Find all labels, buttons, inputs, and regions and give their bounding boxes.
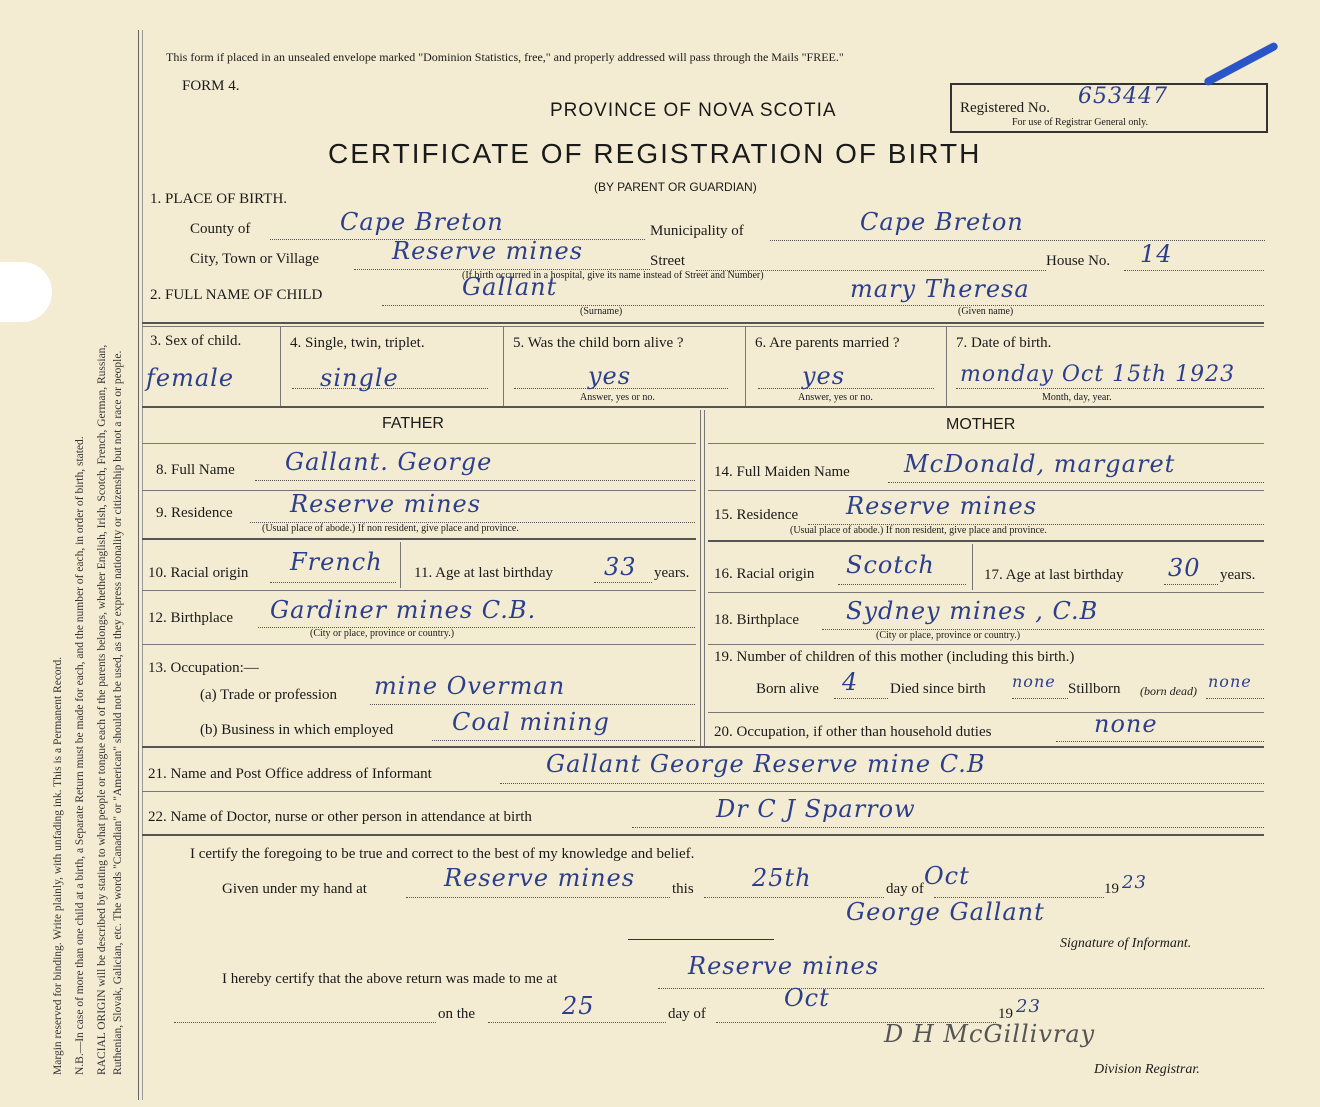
doctor-value: Dr C J Sparrow <box>716 795 916 823</box>
street-label: Street <box>650 253 685 269</box>
father-rule-1 <box>142 443 696 444</box>
margin-rule-inner <box>142 30 143 1100</box>
ink-mark <box>1203 41 1279 87</box>
month-value: Oct <box>924 862 970 890</box>
year-prefix: 19 <box>1104 881 1119 897</box>
municipality-line <box>770 240 1265 241</box>
col-divider-1 <box>280 326 281 406</box>
reg-day-of-label: day of <box>668 1006 706 1022</box>
margin-note-4: Ruthenian, Slovak, Galician, etc. The words "Canadian" or "American" should not be used, as they express nationality or citizenship but not a race or people. <box>112 350 124 1075</box>
mother-birthplace-note: (City or place, province or country.) <box>876 630 1021 641</box>
informant-signature: George Gallant <box>846 898 1045 926</box>
rule-3 <box>142 746 1264 748</box>
margin-rule <box>138 30 139 1100</box>
child-given-name: mary Theresa <box>850 275 1030 303</box>
father-racial-line <box>270 582 396 583</box>
given-under-label: Given under my hand at <box>222 881 367 897</box>
hospital-note: (If birth occurred in a hospital, give its name instead of Street and Number) <box>462 270 764 281</box>
mother-occupation-value: none <box>1094 710 1158 738</box>
mother-rule-3 <box>708 540 1264 542</box>
day-of-label: day of <box>886 881 924 897</box>
mother-age-divider <box>972 544 973 590</box>
father-racial-value: French <box>290 548 383 576</box>
col-divider-4 <box>946 326 947 406</box>
informant-label: 21. Name and Post Office address of Informant <box>148 766 432 782</box>
reg-day-value: 25 <box>562 992 595 1020</box>
county-value: Cape Breton <box>340 208 504 236</box>
mother-racial-value: Scotch <box>846 551 935 579</box>
father-business-line <box>432 740 695 741</box>
dob-line <box>956 388 1264 389</box>
child-name-label: 2. FULL NAME OF CHILD <box>150 287 323 303</box>
married-value: yes <box>802 362 846 390</box>
father-trade-value: mine Overman <box>374 672 566 700</box>
certify-statement: I certify the foregoing to be true and correct to the best of my knowledge and belief. <box>190 846 695 862</box>
plurality-label: 4. Single, twin, triplet. <box>290 335 425 351</box>
father-residence-label: 9. Residence <box>156 505 233 521</box>
rule-2 <box>142 406 1264 408</box>
stillborn-line <box>1206 698 1264 699</box>
alive-label: 5. Was the child born alive ? <box>513 335 684 351</box>
house-value: 14 <box>1140 240 1173 268</box>
mother-name-label: 14. Full Maiden Name <box>714 464 850 480</box>
registered-number: 653447 <box>1078 84 1168 109</box>
given-name-note: (Given name) <box>958 306 1014 317</box>
father-abode-note: (Usual place of abode.) If non resident, give place and province. <box>262 523 519 534</box>
informant-line <box>500 783 1264 784</box>
mother-years-label: years. <box>1220 567 1256 583</box>
father-years-label: years. <box>654 565 690 581</box>
mother-abode-note: (Usual place of abode.) If non resident, give place and province. <box>790 525 1047 536</box>
surname-note: (Surname) <box>580 306 623 317</box>
registrar-place-value: Reserve mines <box>688 952 880 980</box>
alive-value: yes <box>588 362 632 390</box>
father-business-label: (b) Business in which employed <box>200 722 394 738</box>
reg-month-value: Oct <box>784 984 830 1012</box>
city-value: Reserve mines <box>392 237 584 265</box>
married-label: 6. Are parents married ? <box>755 335 900 351</box>
died-line <box>1012 698 1068 699</box>
parents-divider-b <box>704 410 705 746</box>
division-registrar-label: Division Registrar. <box>1094 1062 1200 1077</box>
father-age-line <box>594 582 652 583</box>
father-racial-label: 10. Racial origin <box>148 565 249 581</box>
mother-age-value: 30 <box>1168 554 1201 582</box>
punch-hole <box>0 262 52 322</box>
died-value: none <box>1012 672 1056 691</box>
house-line <box>1124 270 1264 271</box>
father-age-label: 11. Age at last birthday <box>414 565 553 581</box>
father-name-line <box>255 480 695 481</box>
father-rule-3 <box>142 538 696 540</box>
on-the-label: on the <box>438 1006 476 1022</box>
born-alive-value: 4 <box>842 668 859 696</box>
mother-age-label: 17. Age at last birthday <box>984 567 1124 583</box>
father-birthplace-value: Gardiner mines C.B. <box>270 596 537 624</box>
signature-label: Signature of Informant. <box>1060 936 1192 951</box>
dob-label: 7. Date of birth. <box>956 335 1052 351</box>
rule-1b <box>142 326 1264 327</box>
mother-name-value: McDonald, margaret <box>904 450 1176 478</box>
sex-label: 3. Sex of child. <box>150 333 242 349</box>
mother-birthplace-label: 18. Birthplace <box>714 612 799 628</box>
page-subtitle: (BY PARENT OR GUARDIAN) <box>594 180 757 194</box>
married-line <box>758 388 934 389</box>
registrar-statement: I hereby certify that the above return was made to me at <box>222 971 558 987</box>
dob-value: monday Oct 15th 1923 <box>960 362 1236 387</box>
mother-children-label: 19. Number of children of this mother (including this birth.) <box>714 649 1075 665</box>
mother-residence-value: Reserve mines <box>846 492 1038 520</box>
stillborn-note: (born dead) <box>1140 684 1197 698</box>
col-divider-2 <box>503 326 504 406</box>
father-residence-value: Reserve mines <box>290 490 482 518</box>
mother-rule-1 <box>708 443 1264 444</box>
mother-racial-label: 16. Racial origin <box>714 566 815 582</box>
doctor-label: 22. Name of Doctor, nurse or other person in attendance at birth <box>148 809 532 825</box>
alive-note: Answer, yes or no. <box>580 392 655 403</box>
father-trade-label: (a) Trade or profession <box>200 687 338 703</box>
rule-5 <box>142 834 1264 836</box>
margin-note-3: RACIAL ORIGIN will be described by stating to what people or tongue each of the parents belongs, whether English, Irish, Scotch, French, German, Russian, <box>96 344 108 1075</box>
plurality-value: single <box>320 364 399 392</box>
day-value: 25th <box>752 864 812 892</box>
rule-1 <box>142 322 1264 324</box>
page-title: CERTIFICATE OF REGISTRATION OF BIRTH <box>328 138 982 169</box>
informant-value: Gallant George Reserve mine C.B <box>546 750 986 778</box>
died-label: Died since birth <box>890 681 986 697</box>
stillborn-value: none <box>1208 672 1252 691</box>
father-age-divider <box>400 542 401 588</box>
col-divider-3 <box>745 326 746 406</box>
this-label: this <box>672 881 694 897</box>
house-label: House No. <box>1046 253 1111 269</box>
margin-note-1: Margin reserved for binding. Write plainly, with unfading ink. This is a Permanent Record. <box>52 656 64 1075</box>
father-name-value: Gallant. George <box>285 448 493 476</box>
given-place-value: Reserve mines <box>444 864 636 892</box>
born-alive-label: Born alive <box>756 681 819 697</box>
parents-divider <box>700 410 701 746</box>
county-label: County of <box>190 221 251 237</box>
child-surname: Gallant <box>462 273 558 301</box>
mother-racial-line <box>838 584 966 585</box>
mother-heading: MOTHER <box>946 416 1016 433</box>
mother-rule-4 <box>708 592 1264 593</box>
registrar-signature: D H McGillivray <box>884 1020 1096 1048</box>
province-title: PROVINCE OF NOVA SCOTIA <box>550 100 837 121</box>
form-number: FORM 4. <box>182 78 240 94</box>
mother-residence-label: 15. Residence <box>714 507 799 523</box>
city-label: City, Town or Village <box>190 251 320 267</box>
mother-rule-6 <box>708 712 1264 713</box>
municipality-value: Cape Breton <box>860 208 1024 236</box>
mother-rule-2 <box>708 490 1264 491</box>
registrar-place-line <box>658 988 1264 989</box>
reg-year-prefix: 19 <box>998 1006 1013 1022</box>
signature-separator <box>628 939 774 940</box>
doctor-line <box>632 827 1264 828</box>
registered-label: Registered No. <box>960 100 1050 116</box>
year-value: 23 <box>1122 872 1147 893</box>
father-business-value: Coal mining <box>452 708 610 736</box>
municipality-label: Municipality of <box>650 223 744 239</box>
born-alive-line <box>834 698 888 699</box>
rule-4 <box>142 791 1264 792</box>
reg-day-line <box>488 1022 666 1023</box>
mother-occupation-line <box>1056 741 1264 742</box>
mother-occupation-label: 20. Occupation, if other than household duties <box>714 724 992 740</box>
father-birthplace-note: (City or place, province or country.) <box>310 628 455 639</box>
mother-age-line <box>1164 584 1218 585</box>
place-of-birth-label: 1. PLACE OF BIRTH. <box>150 191 288 207</box>
mother-rule-5 <box>708 644 1264 645</box>
father-rule-4 <box>142 590 696 591</box>
dob-note: Month, day, year. <box>1042 392 1112 403</box>
father-heading: FATHER <box>382 415 444 432</box>
father-occupation-label: 13. Occupation:— <box>148 660 259 676</box>
given-place-line <box>406 897 670 898</box>
married-note: Answer, yes or no. <box>798 392 873 403</box>
registrar-note: For use of Registrar General only. <box>1012 117 1148 128</box>
reg-year-value: 23 <box>1016 996 1041 1017</box>
registrar-lead-line <box>174 1022 436 1023</box>
child-name-line <box>382 305 1264 306</box>
mail-notice: This form if placed in an unsealed envelope marked "Dominion Statistics, free," and properly addressed will pass through the Mails "FREE." <box>166 50 844 64</box>
father-name-label: 8. Full Name <box>156 462 235 478</box>
sex-value: female <box>146 364 235 392</box>
mother-birthplace-value: Sydney mines , C.B <box>846 597 1099 625</box>
father-birthplace-label: 12. Birthplace <box>148 610 233 626</box>
mother-name-line <box>888 482 1264 483</box>
margin-note-2: N.B.—In case of more than one child at a birth, a Separate Return must be made for each, and the number of each, in order of birth, stated. <box>74 436 86 1075</box>
father-rule-5 <box>142 644 696 645</box>
father-trade-line <box>370 704 695 705</box>
stillborn-label: Stillborn <box>1068 681 1121 697</box>
father-age-value: 33 <box>604 553 637 581</box>
